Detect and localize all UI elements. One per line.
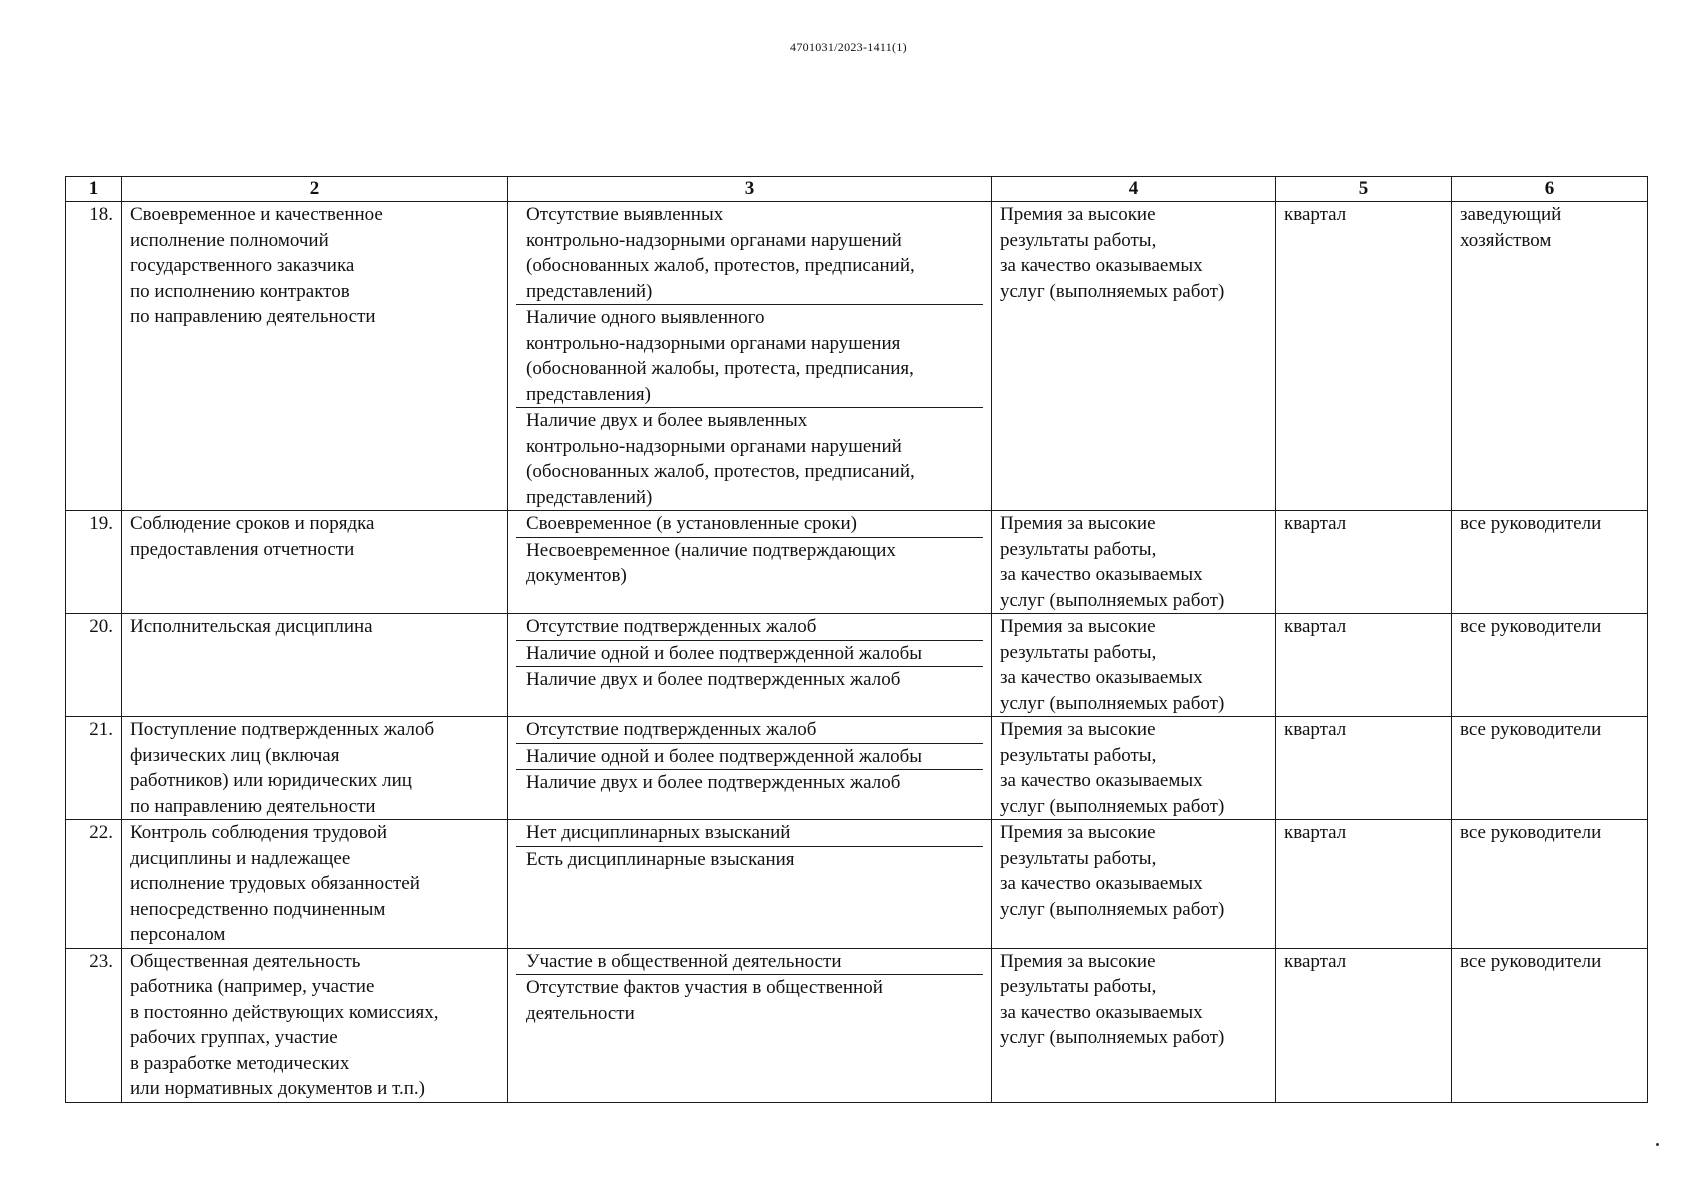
row-number: 22. (66, 820, 122, 949)
responsible-cell: все руководители (1452, 948, 1648, 1102)
responsible-cell: все руководители (1452, 820, 1648, 949)
criterion: Есть дисциплинарные взыскания (526, 848, 795, 870)
table-row (66, 614, 1648, 717)
responsible-cell: все руководители (1452, 614, 1648, 717)
row-number: 23. (66, 948, 122, 1102)
row-number: 20. (66, 614, 122, 717)
table-row (66, 948, 1648, 1102)
indicator-cell: Поступление подтвержденных жалоб физических лиц (включая работников) или юридических лиц по направлению деятельности (122, 717, 508, 820)
period-cell: квартал (1276, 614, 1452, 717)
responsible-cell: заведующий хозяйством (1452, 202, 1648, 511)
payment-type-cell: Премия за высокие результаты работы, за качество оказываемых услуг (выполняемых работ) (992, 511, 1276, 614)
criterion: Нет дисциплинарных взысканий (516, 820, 983, 847)
header-row (66, 177, 1648, 202)
criterion: Наличие двух и более подтвержденных жалоб (526, 772, 901, 793)
column-header: 4 (992, 177, 1276, 202)
column-header: 2 (122, 177, 508, 202)
responsible-cell: все руководители (1452, 511, 1648, 614)
criteria-cell (508, 820, 992, 949)
column-header: 5 (1276, 177, 1452, 202)
table-row (66, 511, 1648, 614)
criterion: Отсутствие фактов участия в общественной деятельности (526, 977, 883, 1024)
criterion: Своевременное (в установленные сроки) (516, 511, 983, 538)
criteria-cell (508, 202, 992, 511)
criterion: Наличие двух и более подтвержденных жалоб (526, 669, 901, 690)
payment-type-cell: Премия за высокие результаты работы, за качество оказываемых услуг (выполняемых работ) (992, 820, 1276, 949)
payment-type-cell: Премия за высокие результаты работы, за качество оказываемых услуг (выполняемых работ) (992, 614, 1276, 717)
criterion: Отсутствие подтвержденных жалоб (516, 614, 983, 641)
period-cell: квартал (1276, 717, 1452, 820)
period-cell: квартал (1276, 948, 1452, 1102)
scan-speck (1656, 1143, 1659, 1146)
period-cell: квартал (1276, 511, 1452, 614)
indicator-cell: Соблюдение сроков и порядка предоставления отчетности (122, 511, 508, 614)
indicator-cell: Общественная деятельность работника (например, участие в постоянно действующих комиссиях, рабочих группах, участие в разработке методических или нормативных документов и т.п.) (122, 948, 508, 1102)
criteria-cell (508, 717, 992, 820)
criterion: Наличие двух и более выявленных контрольно-надзорными органами нарушений (обоснованных жалоб, протестов, предписаний, представлений) (526, 410, 915, 508)
indicator-cell: Своевременное и качественное исполнение полномочий государственного заказчика по исполнению контрактов по направлению деятельности (122, 202, 508, 511)
criteria-cell (508, 614, 992, 717)
criterion: Наличие одного выявленного контрольно-надзорными органами нарушения (обоснованной жалобы, протеста, предписания, представления) (516, 305, 983, 408)
period-cell: квартал (1276, 820, 1452, 949)
column-header: 6 (1452, 177, 1648, 202)
table-row (66, 717, 1648, 820)
criterion: Наличие одной и более подтвержденной жалобы (516, 641, 983, 668)
criteria-cell (508, 511, 992, 614)
indicator-cell: Контроль соблюдения трудовой дисциплины и надлежащее исполнение трудовых обязанностей непосредственно подчиненным персоналом (122, 820, 508, 949)
criterion: Несвоевременное (наличие подтверждающих документов) (526, 539, 896, 586)
document-number: 4701031/2023-1411(1) (790, 40, 907, 54)
row-number: 19. (66, 511, 122, 614)
payment-type-cell: Премия за высокие результаты работы, за качество оказываемых услуг (выполняемых работ) (992, 948, 1276, 1102)
column-header: 1 (66, 177, 122, 202)
responsible-cell: все руководители (1452, 717, 1648, 820)
criteria-cell (508, 948, 992, 1102)
payment-type-cell: Премия за высокие результаты работы, за качество оказываемых услуг (выполняемых работ) (992, 717, 1276, 820)
row-number: 21. (66, 717, 122, 820)
column-header: 3 (508, 177, 992, 202)
table-row (66, 820, 1648, 949)
criterion: Наличие одной и более подтвержденной жалобы (516, 744, 983, 771)
payment-type-cell: Премия за высокие результаты работы, за качество оказываемых услуг (выполняемых работ) (992, 202, 1276, 511)
period-cell: квартал (1276, 202, 1452, 511)
row-number: 18. (66, 202, 122, 511)
criterion: Отсутствие выявленных контрольно-надзорными органами нарушений (обоснованных жалоб, протестов, предписаний, представлений) (516, 202, 983, 305)
criterion: Отсутствие подтвержденных жалоб (516, 717, 983, 744)
table-row (66, 202, 1648, 511)
criterion: Участие в общественной деятельности (516, 949, 983, 976)
criteria-table (65, 176, 1648, 1103)
indicator-cell: Исполнительская дисциплина (122, 614, 508, 717)
